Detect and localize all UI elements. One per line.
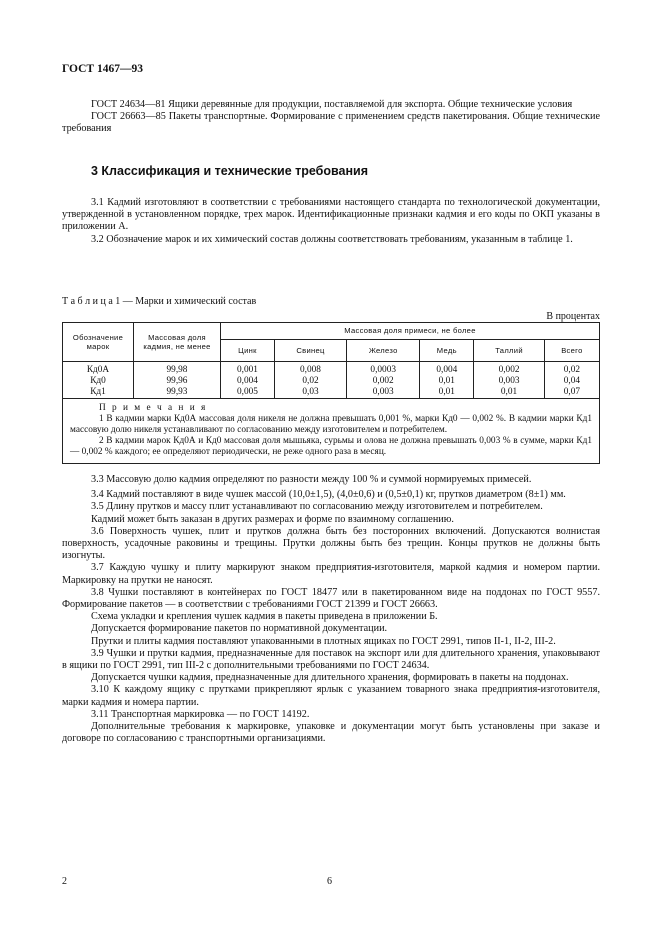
table-notes — [63, 399, 600, 464]
header-impurity: Массовая доля примеси, не более — [221, 323, 600, 340]
table-caption: Т а б л и ц а 1 — Марки и химический состав — [62, 296, 257, 307]
table-row — [63, 362, 600, 399]
col-thallium: Таллий — [474, 340, 545, 362]
body-paragraph: 3.5 Длину прутков и массу плит устанавливают по согласованию между изготовителем и потребителем. — [91, 501, 543, 513]
zinc-cell: 0,001 0,004 0,005 — [221, 362, 275, 399]
body-paragraph: 3.4 Кадмий поставляют в виде чушек массой (10,0±1,5), (4,0±0,6) и (0,5±0,1) кг, прутков диаметром (8±1) мм. — [91, 489, 566, 501]
document-header: ГОСТ 1467—93 — [62, 63, 143, 75]
section-title: 3 Классификация и технические требования — [91, 164, 369, 178]
body-paragraph: 3.11 Транспортная маркировка — по ГОСТ 14192. — [91, 708, 310, 720]
requirements-body — [62, 474, 600, 745]
col-zinc: Цинк — [221, 340, 275, 362]
col-total: Всего — [544, 340, 599, 362]
body-paragraph: Прутки и плиты кадмия поставляют упакованными в плотных ящиках по ГОСТ 2991, типов II-1, II-2, III-2. — [91, 635, 556, 647]
section-intro — [62, 197, 600, 246]
note-1: 1 В кадмии марки Кд0А массовая доля никеля не должна превышать 0,001 %, марки Кд0 — 0,002 %. В кадмии марки Кд1 массовую долю никеля устанавливают по согласованию между изготовителем и потребителем. — [70, 414, 592, 435]
notes-title: П р и м е ч а н и я — [99, 403, 208, 413]
col-copper: Медь — [420, 340, 474, 362]
page-number-left: 2 — [62, 876, 67, 887]
body-paragraph: Допускается чушки кадмия, предназначенные для длительного хранения, формировать в пакеты на поддонах. — [91, 672, 569, 684]
reference-paragraph: ГОСТ 26663—85 Пакеты транспортные. Формирование с применением средств пакетирования. Общие технические требования — [62, 111, 600, 135]
body-paragraph: 3.6 Поверхность чушек, плит и прутков должна быть без посторонних включений. Допускаются волнистая поверхность, усадочные раковины и трещины. Прутки должны быть без трещин. Концы прутков не должны быть изогнуты. — [62, 525, 600, 562]
page-number-center: 6 — [327, 876, 332, 887]
section-paragraph: 3.2 Обозначение марок и их химический состав должны соответствовать требованиям, указанным в таблице 1. — [91, 233, 573, 245]
header-cadmium: Массовая доля кадмия, не менее — [134, 323, 221, 362]
iron-cell: 0,0003 0,002 0,003 — [347, 362, 420, 399]
body-paragraph: 3.7 Каждую чушку и плиту маркируют знаком предприятия-изготовителя, маркой кадмия и номером партии. Маркировку на прутки не наносят. — [62, 562, 600, 586]
col-iron: Железо — [347, 340, 420, 362]
table-unit: В процентах — [546, 311, 600, 322]
cadmium-cell: 99,98 99,96 99,93 — [134, 362, 221, 399]
note-2: 2 В кадмии марок Кд0А и Кд0 массовая доля мышьяка, сурьмы и олова не должна превышать 0,003 % в сумме, марки Кд1 — 0,002 % каждого; ее определяют периодически, не реже одного раза в месяц. — [70, 436, 592, 457]
section-paragraph: 3.1 Кадмий изготовляют в соответствии с требованиями настоящего стандарта по технологической документации, утвержденной в установленном порядке, трех марок. Идентификационные признаки кадмия и его коды по ОКП указаны в приложении А. — [62, 197, 600, 233]
thallium-cell: 0,002 0,003 0,01 — [474, 362, 545, 399]
body-paragraph: 3.3 Массовую долю кадмия определяют по разности между 100 % и суммой нормируемых примесей. — [91, 474, 532, 485]
body-paragraph: Схема укладки и крепления чушек кадмия в пакеты приведена в приложении Б. — [91, 611, 438, 623]
copper-cell: 0,004 0,01 0,01 — [420, 362, 474, 399]
body-paragraph: Дополнительные требования к маркировке, упаковке и документации могут быть установлены при заказе и договоре по согласованию с транспортными организациями. — [62, 721, 600, 745]
body-paragraph: 3.10 К каждому ящику с прутками прикрепляют ярлык с указанием товарного знака предприятия-изготовителя, марки кадмия и номера партии. — [62, 684, 600, 708]
col-lead: Свинец — [274, 340, 346, 362]
composition-table — [62, 322, 600, 464]
header-grade: Обозначение марок — [63, 323, 134, 362]
lead-cell: 0,008 0,02 0,03 — [274, 362, 346, 399]
body-paragraph: Допускается формирование пакетов по нормативной документации. — [91, 623, 388, 635]
normative-references-tail — [62, 99, 600, 136]
grade-cell: Кд0А Кд0 Кд1 — [63, 362, 134, 399]
body-paragraph: 3.9 Чушки и прутки кадмия, предназначенные для поставок на экспорт или для длительного хранения, упаковывают в ящики по ГОСТ 2991, тип III-2 с дополнительными требованиями по ГОСТ 24634. — [62, 647, 600, 672]
body-paragraph: Кадмий может быть заказан в других размерах и форме по взаимному соглашению. — [91, 513, 454, 525]
reference-paragraph: ГОСТ 24634—81 Ящики деревянные для продукции, поставляемой для экспорта. Общие технические условия — [91, 99, 573, 110]
total-cell: 0,02 0,04 0,07 — [544, 362, 599, 399]
body-paragraph: 3.8 Чушки поставляют в контейнерах по ГОСТ 18477 или в пакетированном виде на поддонах по ГОСТ 9557. Формирование пакетов — в соответствии с требованиями ГОСТ 21399 и ГОСТ 26663. — [62, 586, 600, 611]
